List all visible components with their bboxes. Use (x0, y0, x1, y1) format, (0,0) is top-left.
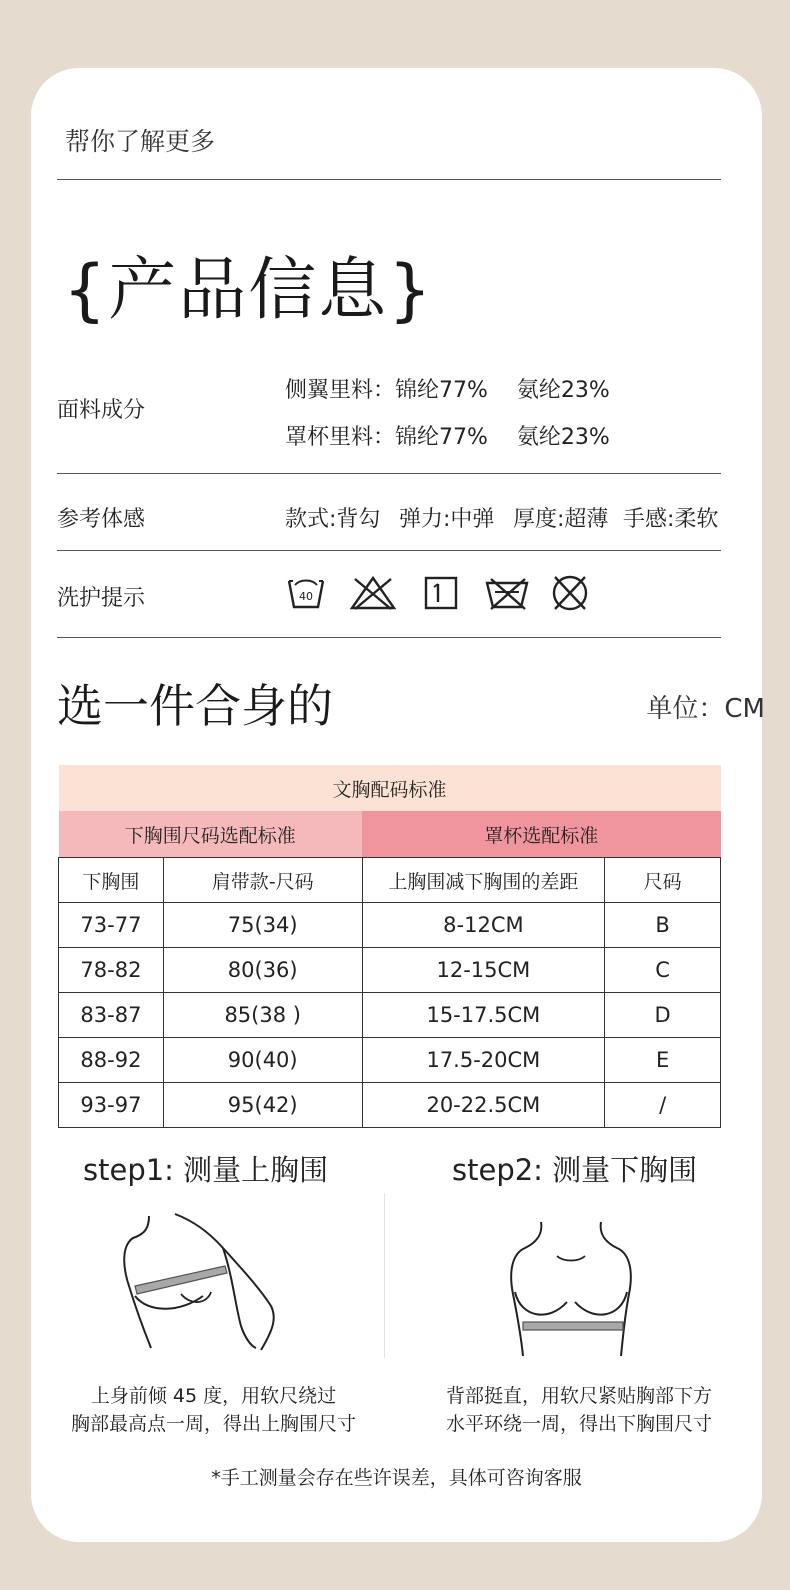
table-row (59, 993, 721, 1038)
table-cell: 15-17.5CM (362, 993, 605, 1038)
table-cell: 78-82 (59, 948, 164, 993)
step2-measure-illustration (501, 1218, 651, 1358)
table-cell: / (605, 1083, 721, 1128)
table-cell: 93-97 (59, 1083, 164, 1128)
column-header: 尺码 (605, 858, 721, 903)
feel-elasticity: 弹力:中弹 (399, 507, 495, 532)
fabric-line-2: 罩杯里料：锦纶77% 氨纶23% (285, 425, 610, 450)
fabric-line-1: 侧翼里料：锦纶77% 氨纶23% (285, 378, 610, 403)
step1-desc-line1: 上身前倾 45 度，用软尺绕过 (90, 1385, 337, 1407)
step2-title: step2: 测量下胸围 (452, 1153, 698, 1187)
table-group-cup: 罩杯选配标准 (362, 811, 720, 858)
table-group-underbust: 下胸围尺码选配标准 (59, 811, 363, 858)
step2-description (396, 1382, 762, 1438)
table-cell: C (605, 948, 721, 993)
table-cell: 85(38 ) (163, 993, 362, 1038)
step1-desc-line2: 胸部最高点一周，得出上胸围尺寸 (70, 1413, 356, 1435)
line-dry-icon (423, 573, 459, 613)
wash-40-icon (286, 573, 326, 613)
table-header-row (59, 858, 721, 903)
feel-label: 参考体感 (57, 507, 146, 532)
table-cell: 95(42) (163, 1083, 362, 1128)
divider (57, 550, 721, 551)
no-tumble-dry-icon (483, 573, 531, 613)
steps-divider (384, 1193, 385, 1358)
column-header: 下胸围 (59, 858, 164, 903)
table-cell: 83-87 (59, 993, 164, 1038)
table-row (59, 1083, 721, 1128)
table-cell: D (605, 993, 721, 1038)
measurement-note: *手工测量会存在些许误差，具体可咨询客服 (211, 1467, 582, 1489)
table-row (59, 948, 721, 993)
fabric-label: 面料成分 (57, 398, 146, 423)
care-label: 洗护提示 (57, 586, 146, 611)
step1-title: step1: 测量上胸围 (83, 1153, 329, 1187)
unit-label: 单位：CM (646, 694, 765, 724)
step1-measure-illustration (111, 1208, 311, 1353)
fit-title: 选一件合身的 (57, 679, 333, 733)
divider (57, 473, 721, 474)
column-header: 上胸围减下胸围的差距 (362, 858, 605, 903)
table-cell: E (605, 1038, 721, 1083)
size-table (58, 765, 721, 1128)
table-cell: 75(34) (163, 903, 362, 948)
info-card (31, 68, 765, 1542)
table-cell: 90(40) (163, 1038, 362, 1083)
table-row (59, 1038, 721, 1083)
table-cell: 17.5-20CM (362, 1038, 605, 1083)
table-cell: 73-77 (59, 903, 164, 948)
table-cell: 8-12CM (362, 903, 605, 948)
no-bleach-icon (349, 573, 397, 613)
table-cell: 12-15CM (362, 948, 605, 993)
step2-desc-line2: 水平环绕一周，得出下胸围尺寸 (445, 1413, 712, 1435)
table-caption: 文胸配码标准 (59, 765, 721, 811)
product-info-title: {产品信息} (63, 251, 434, 330)
no-dry-clean-icon (549, 573, 591, 613)
feel-touch: 手感:柔软 (623, 507, 719, 532)
table-cell: 80(36) (163, 948, 362, 993)
svg-text:40: 40 (299, 590, 313, 603)
table-cell: 88-92 (59, 1038, 164, 1083)
step2-desc-line1: 背部挺直，用软尺紧贴胸部下方 (445, 1385, 712, 1407)
feel-style: 款式:背勾 (285, 507, 381, 532)
feel-thickness: 厚度:超薄 (513, 507, 609, 532)
help-heading: 帮你了解更多 (65, 127, 216, 156)
table-row (59, 903, 721, 948)
step1-description (31, 1382, 396, 1438)
column-header: 肩带款-尺码 (163, 858, 362, 903)
divider (57, 179, 721, 180)
divider (57, 637, 721, 638)
table-cell: B (605, 903, 721, 948)
table-cell: 20-22.5CM (362, 1083, 605, 1128)
